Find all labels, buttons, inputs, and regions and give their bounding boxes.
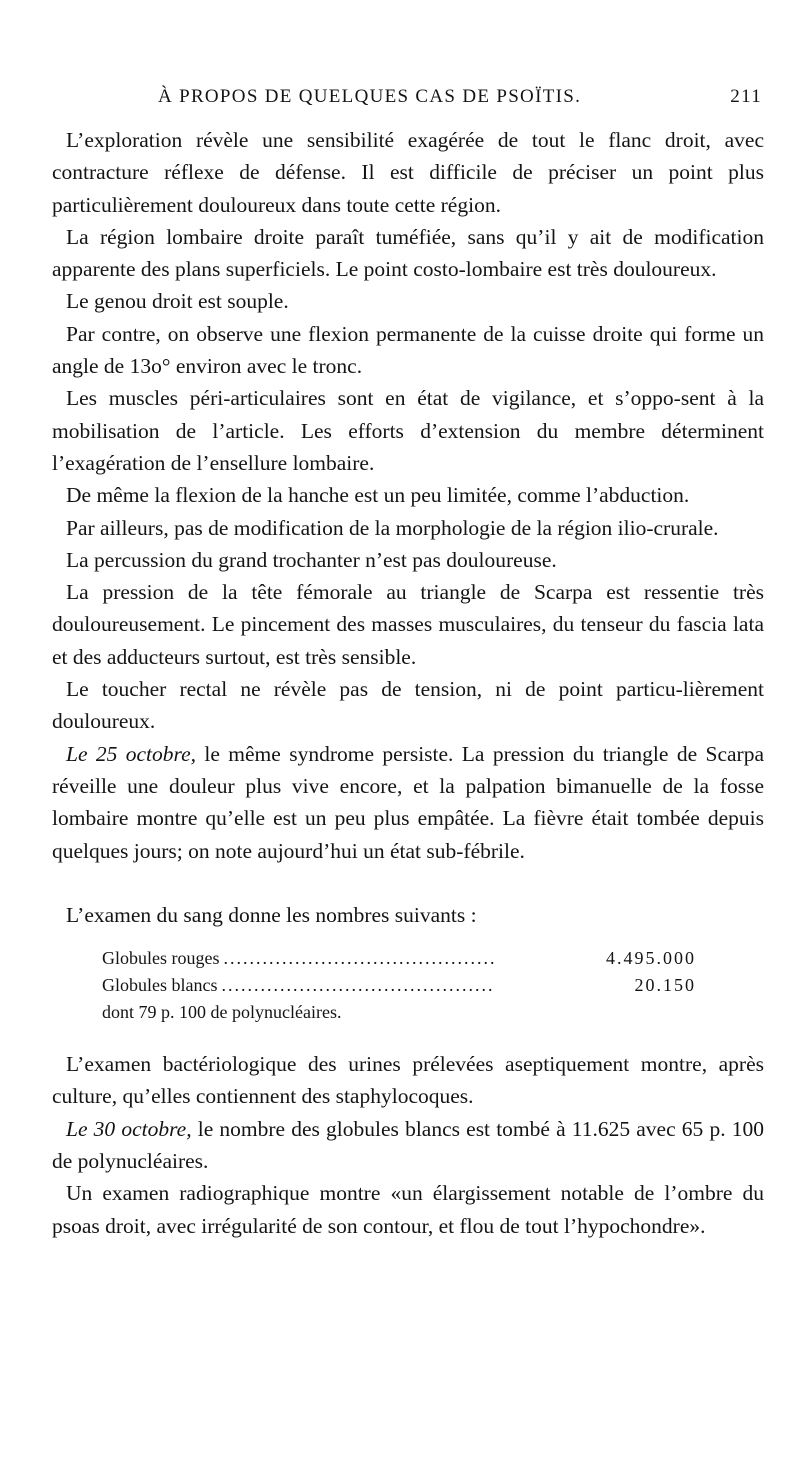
paragraph-radio: Un examen radiographique montre «un élargissement notable de l’ombre du psoas droit, avec irrégularité de son contour, et flou de tout l’hypochondre». [52,1181,764,1238]
row-value: 4.495.000 [606,948,696,969]
page-number: 211 [730,86,762,107]
paragraph-30-octobre [52,1113,764,1178]
paragraph: Les muscles péri-articulaires sont en état de vigilance, et s’oppo-sent à la mobilisation de l’article. Les efforts d’extension du membre déterminent l’exagération de l’ensellure lombaire. [52,386,764,475]
paragraph: La percussion du grand trochanter n’est pas douloureuse. [66,547,557,572]
paragraph: La région lombaire droite paraît tuméfiée, sans qu’il y ait de modification apparente des plans superficiels. Le point costo-lombaire est très douloureux. [52,224,764,282]
leader-dots: .......................................... [221,975,495,996]
date-25-octobre: Le 25 octobre, [66,741,197,766]
running-title: À PROPOS DE QUELQUES CAS DE PSOÏTIS. [158,86,582,107]
paragraph-30-octobre-text: le nombre des globules blancs est tombé à 11.625 avec 65 p. 100 de polynucléaires. [52,1116,764,1174]
running-header [96,86,762,116]
table-row [102,945,696,972]
row-label: Globules rouges [102,948,220,969]
date-30-octobre: Le 30 octobre, [66,1116,192,1141]
blood-count-table [102,945,696,1026]
paragraph: De même la flexion de la hanche est un peu limitée, comme l’abduction. [66,483,690,508]
paragraph-urine: L’examen bactériologique des urines prélevées aseptiquement montre, après culture, qu’elles contiennent des staphylocoques. [52,1052,764,1109]
table-row [102,972,696,999]
paragraph: Par contre, on observe une flexion permanente de la cuisse droite qui forme un angle de 13o° environ avec le tronc. [52,321,764,379]
row-value: 20.150 [634,975,696,996]
paragraph-25-octobre-text: le même syndrome persiste. La pression du triangle de Scarpa réveille une douleur plus vive encore, et la palpation bimanuelle de la fosse lombaire montre qu’elle est un peu plus empâtée. La fièvre était tombée depuis quelques jours; on note aujourd’hui un état sub-fébrile. [52,741,764,863]
row-label: Globules blancs [102,975,218,996]
paragraph: Le toucher rectal ne révèle pas de tension, ni de point particu-lièrement douloureux. [52,677,764,734]
blood-exam-intro: L’examen du sang donne les nombres suivants : [66,902,477,927]
table-note: dont 79 p. 100 de polynucléaires. [102,1002,342,1023]
paragraph: Par ailleurs, pas de modification de la morphologie de la région ilio-crurale. [66,515,719,540]
paragraph: La pression de la tête fémorale au triangle de Scarpa est ressentie très douloureusement. Le pincement des masses musculaires, du tenseur du fascia lata et des adducteurs surtout, est très sensible. [52,580,764,669]
paragraph: Le genou droit est souple. [66,289,289,314]
paragraph: L’exploration révèle une sensibilité exagérée de tout le flanc droit, avec contracture réflexe de défense. Il est difficile de préciser un point plus particulièrement douloureux dans toute cette région. [52,128,764,217]
leader-dots: .......................................... [223,948,497,969]
body-text [52,124,764,1242]
table-note-row [102,999,696,1026]
paragraph-25-octobre [52,738,764,867]
